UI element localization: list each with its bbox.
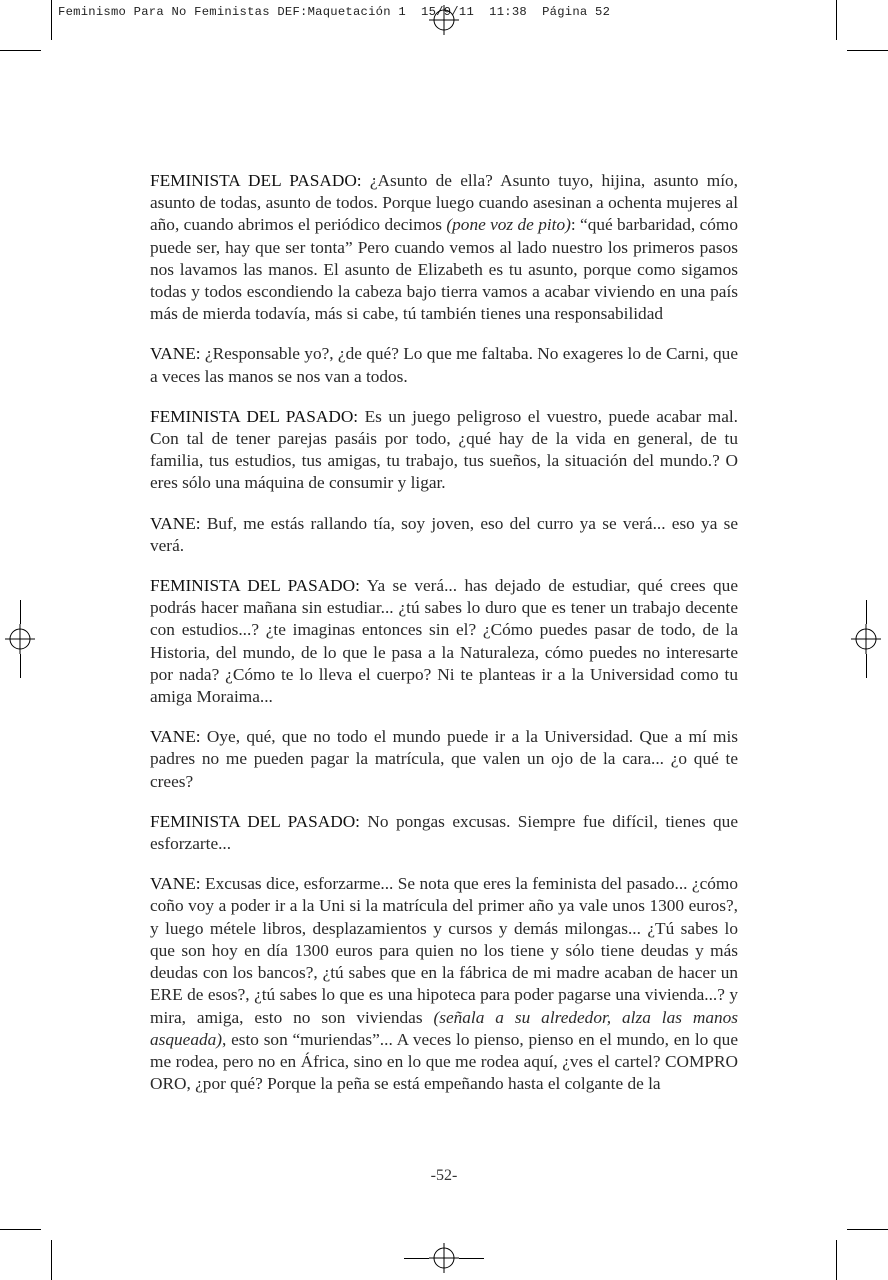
crop-mark-top-left-v bbox=[51, 0, 52, 40]
dialogue-text: Es un juego peligroso el vuestro, puede acabar mal. Con tal de tener parejas pasáis por todo, ¿qué hay de la vida en general, de tu familia, tus estudios, tus amigas, tu trabajo, tus sueños, la situación del mundo.? O eres sólo una máquina de consumir y ligar. bbox=[150, 406, 738, 493]
registration-mark-left bbox=[5, 624, 35, 654]
crop-mark-bottom-right-v bbox=[836, 1240, 837, 1280]
crop-mark-bottom-right-h bbox=[847, 1229, 888, 1230]
dialogue-text: Oye, qué, que no todo el mundo puede ir a la Universidad. Que a mí mis padres no me pueden pagar la matrícula, que valen un ojo de la cara... ¿o qué te crees? bbox=[150, 727, 738, 791]
speaker-name: VANE: bbox=[150, 513, 201, 533]
stage-direction: (señala a su alrededor, alza las manos asqueada) bbox=[150, 1007, 739, 1049]
dialogue-text: , esto son “muriendas”... A veces lo pienso, pienso en el mundo, en lo que me rodea, pero no en África, sino en lo que me rodea aquí, ¿ves el cartel? COMPRO ORO, ¿por qué? Porque la peña se está empeñando hasta el colgante de la bbox=[150, 1029, 738, 1094]
crop-mark-top-right-h bbox=[847, 50, 888, 51]
speaker-name: FEMINISTA DEL PASADO: bbox=[150, 576, 360, 596]
dialogue-paragraph bbox=[150, 873, 738, 1095]
speaker-name: VANE: bbox=[150, 727, 201, 747]
print-slug: Feminismo Para No Feministas DEF:Maquetación 1 15/9/11 11:38 Página 52 bbox=[58, 5, 611, 19]
registration-line-left-top bbox=[20, 600, 21, 624]
stage-direction: (pone voz de pito) bbox=[446, 215, 571, 235]
dialogue-text: Ya se verá... has dejado de estudiar, qué crees que podrás hacer mañana sin estudiar... ¿tú sabes lo duro que es tener un trabajo decente con estudios...? ¿te imaginas entonces sin el? ¿Cómo puedes pasar de todo, de la Historia, del mundo, de lo que le pasa a la Naturaleza, cómo puedes no interesarte por nada? ¿Cómo te lo lleva el cuerpo? Ni te planteas ir a la Universidad como tu amiga Moraima... bbox=[150, 576, 738, 707]
dialogue-body bbox=[150, 170, 738, 1113]
dialogue-paragraph bbox=[150, 726, 738, 793]
crop-mark-top-right-v bbox=[836, 0, 837, 40]
dialogue-paragraph bbox=[150, 575, 738, 708]
dialogue-text: ¿Responsable yo?, ¿de qué? Lo que me faltaba. No exageres lo de Carni, que a veces las manos se nos van a todos. bbox=[150, 344, 738, 386]
dialogue-text: Buf, me estás rallando tía, soy joven, eso del curro ya se verá... eso ya se verá. bbox=[150, 513, 738, 555]
dialogue-text: No pongas excusas. Siempre fue difícil, tienes que esforzarte... bbox=[150, 811, 738, 854]
dialogue-paragraph bbox=[150, 513, 738, 557]
registration-line-bottom-right bbox=[459, 1258, 484, 1259]
crop-mark-bottom-left-h bbox=[0, 1229, 41, 1230]
dialogue-text: ¿Asunto de ella? Asunto tuyo, hijina, asunto mío, asunto de todas, asunto de todos. Porque luego cuando asesinan a ochenta mujeres al año, cuando abrimos el periódico decimos bbox=[150, 171, 738, 235]
crop-mark-bottom-left-v bbox=[51, 1240, 52, 1280]
page-number: -52- bbox=[430, 1167, 458, 1184]
registration-mark-right bbox=[851, 624, 881, 654]
dialogue-paragraph bbox=[150, 811, 738, 855]
registration-line-bottom-left bbox=[404, 1258, 429, 1259]
registration-mark-top bbox=[429, 5, 459, 35]
speaker-name: FEMINISTA DEL PASADO: bbox=[150, 811, 360, 831]
registration-mark-bottom bbox=[429, 1243, 459, 1273]
speaker-name: VANE: bbox=[150, 874, 201, 894]
dialogue-paragraph bbox=[150, 406, 738, 495]
crop-mark-top-left-h bbox=[0, 50, 41, 51]
speaker-name: FEMINISTA DEL PASADO: bbox=[150, 171, 362, 190]
dialogue-paragraph bbox=[150, 343, 738, 387]
speaker-name: VANE: bbox=[150, 344, 201, 364]
dialogue-text: Excusas dice, esforzarme... Se nota que eres la feminista del pasado... ¿cómo coño voy a poder ir a la Uni si la matrícula del primer año ya vale unos 1300 euros?, y luego métele libros, desplazamientos y cursos y demás milongas... ¿Tú sabes lo que son hoy en día 1300 euros para quien no los tiene y sólo tiene deudas y más deudas con los bancos?, ¿tú sabes que en la fábrica de mi madre acaban de hacer un ERE de esos?, ¿tú sabes lo que es una hipoteca para poder pagarse una vivienda...? y mira, amiga, esto no son viviendas bbox=[150, 874, 738, 1027]
speaker-name: FEMINISTA DEL PASADO: bbox=[150, 406, 359, 426]
registration-line-right-bottom bbox=[866, 654, 867, 678]
dialogue-text: : “qué barbaridad, cómo puede ser, hay que ser tonta” Pero cuando vemos al lado nuestro los primeros pasos nos lavamos las manos. El asunto de Elizabeth es tu asunto, porque como sigamos todas y todos escondiendo la cabeza bajo tierra vamos a acabar viviendo en una país más de mierda todavía, más si cabe, tú también tienes una responsabilidad bbox=[150, 215, 738, 324]
registration-line-right-top bbox=[866, 600, 867, 624]
dialogue-paragraph bbox=[150, 170, 738, 325]
registration-line-left-bottom bbox=[20, 654, 21, 678]
